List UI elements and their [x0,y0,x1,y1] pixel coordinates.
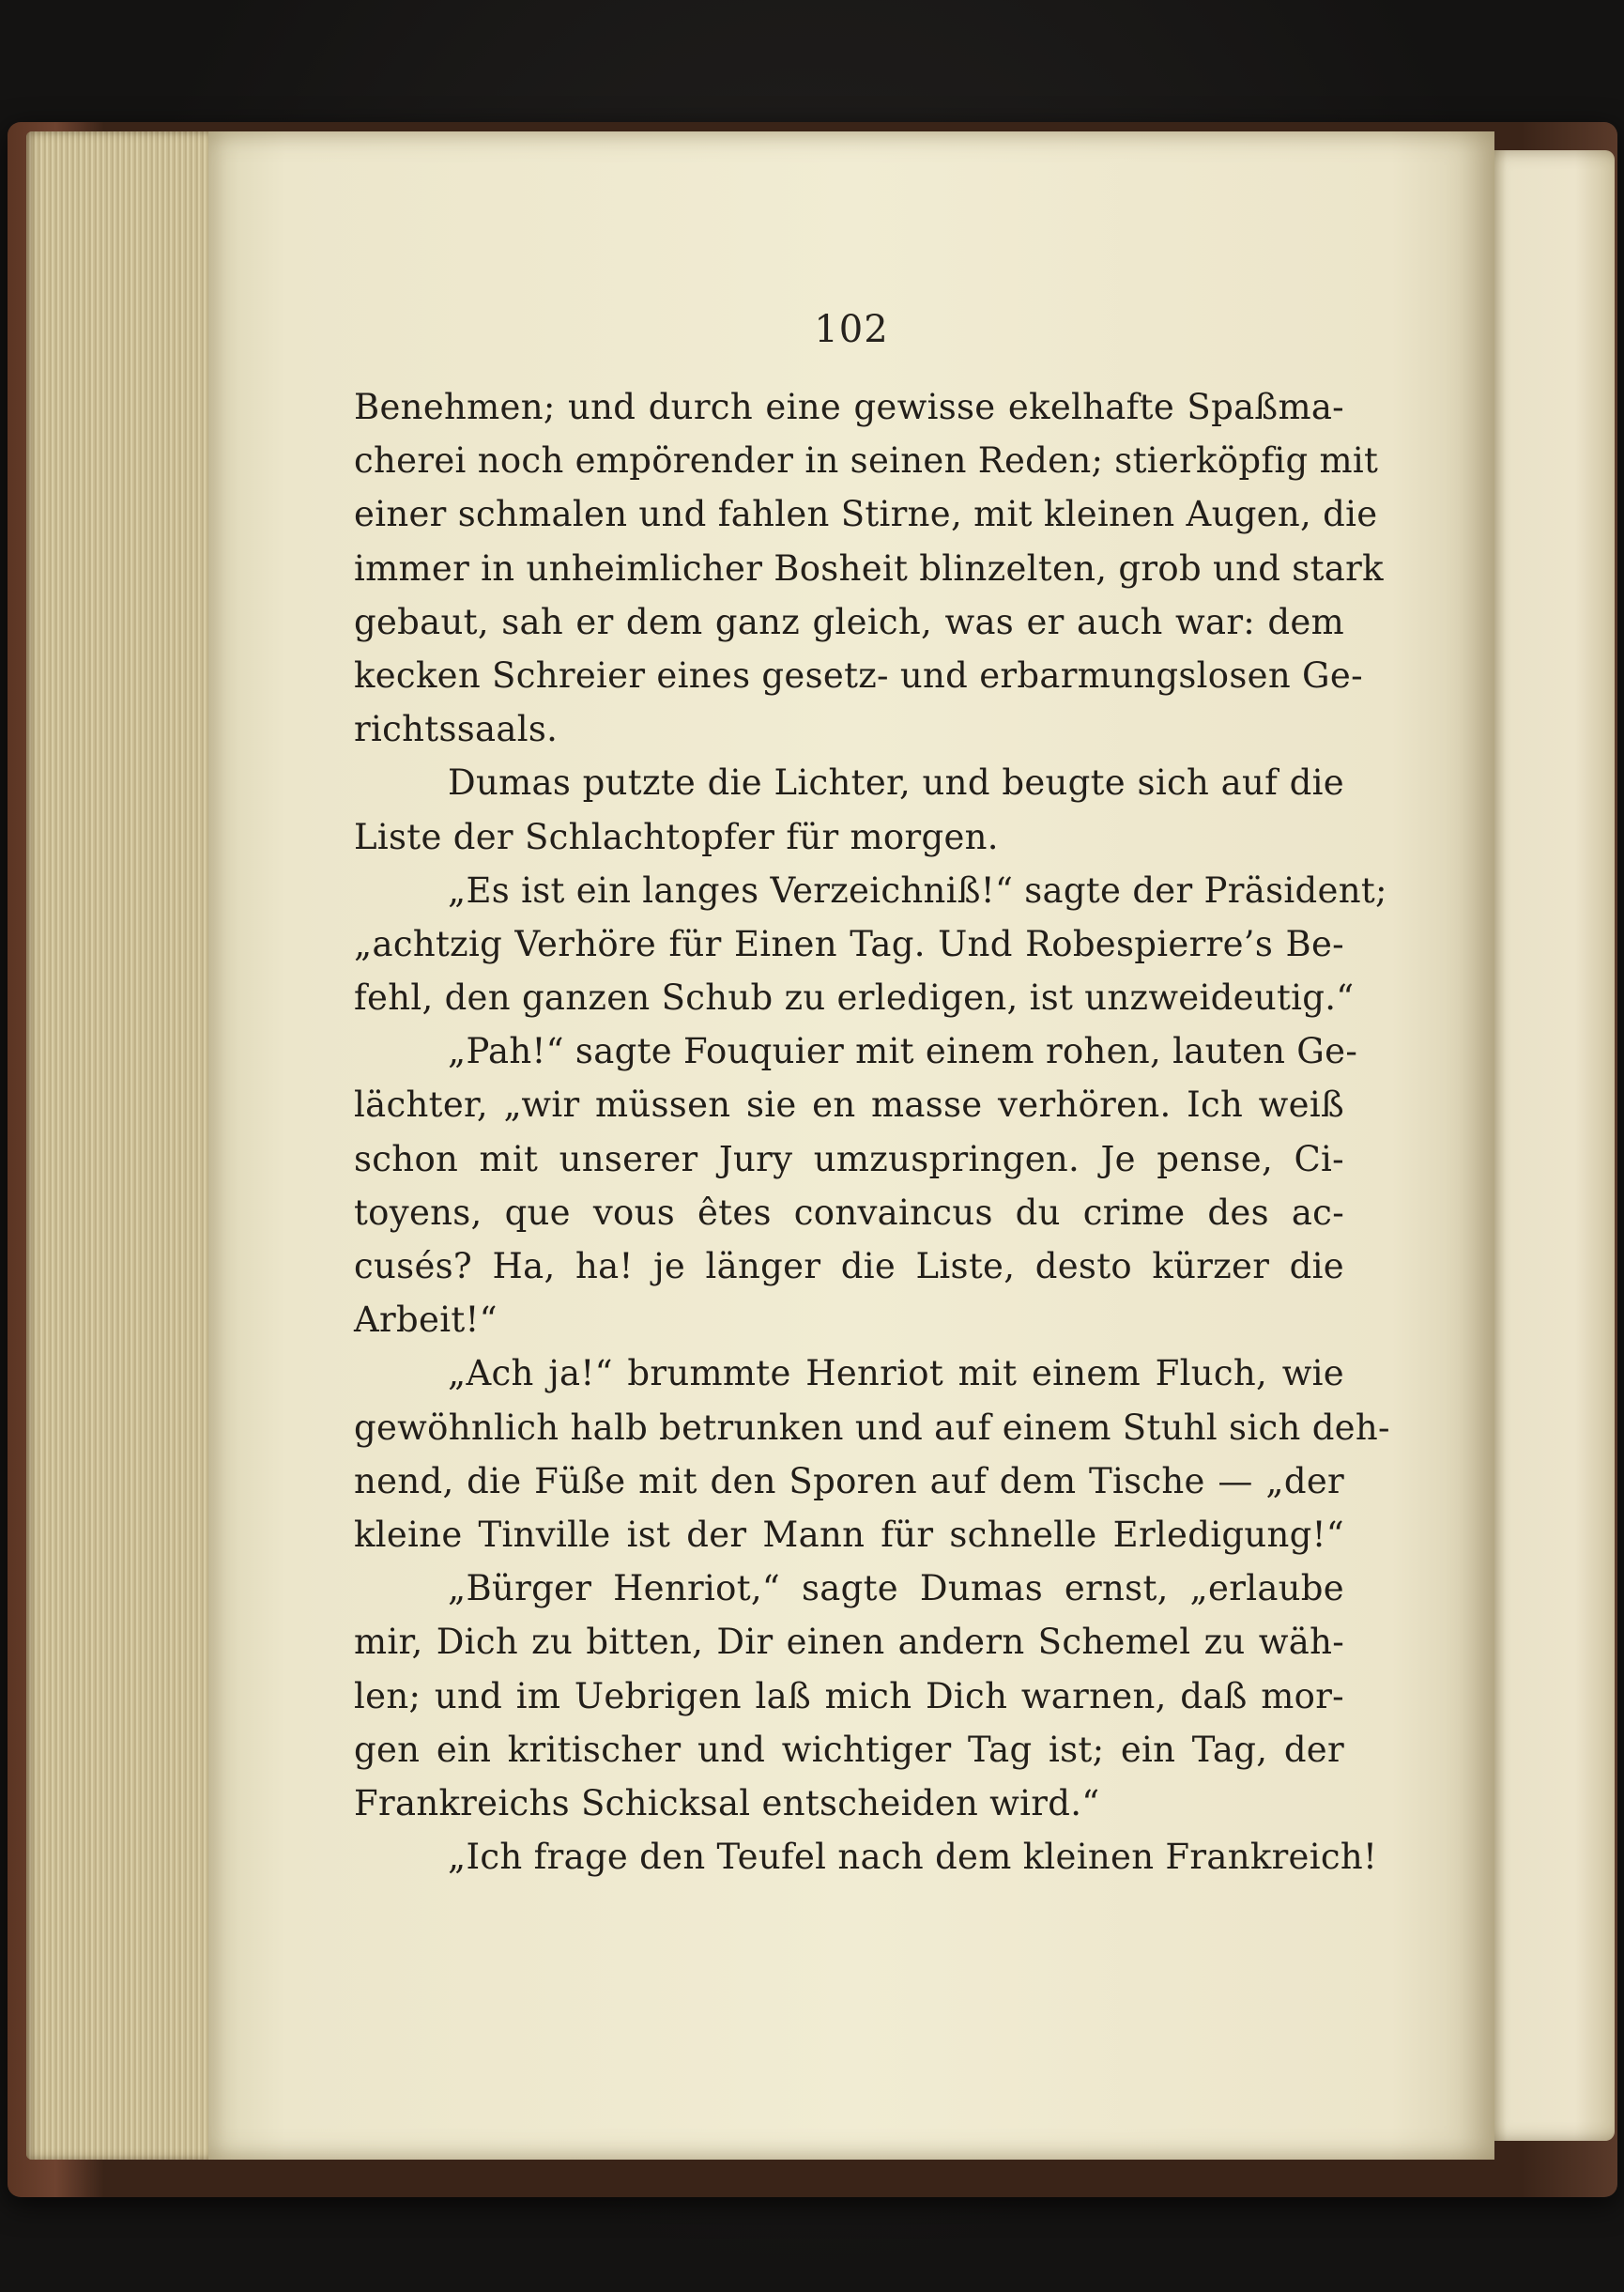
text-line: Arbeit!“ [354,1300,498,1341]
text-line: mir, Dich zu bitten, Dir einen andern Schemel zu wäh- [354,1622,1344,1663]
text-line: Benehmen; und durch eine gewisse ekelhafte Spaßma- [354,387,1344,427]
book-page [208,131,1494,2160]
text-line: „Pah!“ sagte Fouquier mit einem rohen, lauten Ge- [448,1031,1358,1072]
text-line: „Bürger Henriot,“ sagte Dumas ernst, „erlaube [448,1568,1344,1609]
text-line: cusés? Ha, ha! je länger die Liste, desto kürzer die [354,1246,1344,1286]
text-line: „Ich frage den Teufel nach dem kleinen Frankreich! [448,1837,1378,1878]
text-line: Liste der Schlachtopfer für morgen. [354,816,999,857]
page-text [354,380,1390,1884]
text-line: gen ein kritischer und wichtiger Tag ist; ein Tag, der [354,1729,1344,1770]
facing-page-edge [1483,150,1615,2141]
text-line: nend, die Füße mit den Sporen auf dem Tische — „der [354,1460,1344,1501]
text-line: richtssaals. [354,709,559,750]
text-line: schon mit unserer Jury umzuspringen. Je pense, Ci- [354,1138,1344,1179]
page-edges [26,131,223,2160]
text-line: „Ach ja!“ brummte Henriot mit einem Fluch, wie [448,1353,1344,1394]
text-line: kleine Tinville ist der Mann für schnelle Erledigung!“ [354,1514,1344,1555]
page-number: 102 [814,308,889,351]
text-line: „Es ist ein langes Verzeichniß!“ sagte der Präsident; [448,869,1387,911]
text-line: fehl, den ganzen Schub zu erledigen, ist unzweideutig.“ [354,977,1355,1019]
text-line: cherei noch empörender in seinen Reden; stierköpfig mit [354,440,1379,482]
text-line: Dumas putzte die Lichter, und beugte sich auf die [448,762,1344,804]
text-line: einer schmalen und fahlen Stirne, mit kleinen Augen, die [354,494,1378,535]
text-line: gebaut, sah er dem ganz gleich, was er auch war: dem [354,601,1344,642]
text-line: len; und im Uebrigen laß mich Dich warnen, daß mor- [354,1675,1344,1716]
text-line: Frankreichs Schicksal entscheiden wird.“ [354,1782,1100,1823]
text-line: toyens, que vous êtes convaincus du crime des ac- [354,1192,1344,1233]
text-line: lächter, „wir müssen sie en masse verhören. Ich weiß [354,1084,1344,1126]
text-line: kecken Schreier eines gesetz- und erbarmungslosen Ge- [354,654,1363,696]
text-line: immer in unheimlicher Bosheit blinzelten, grob und stark [354,547,1384,589]
text-line: gewöhnlich halb betrunken und auf einem Stuhl sich deh- [354,1407,1390,1448]
text-line: „achtzig Verhöre für Einen Tag. Und Robespierre’s Be- [354,923,1344,964]
